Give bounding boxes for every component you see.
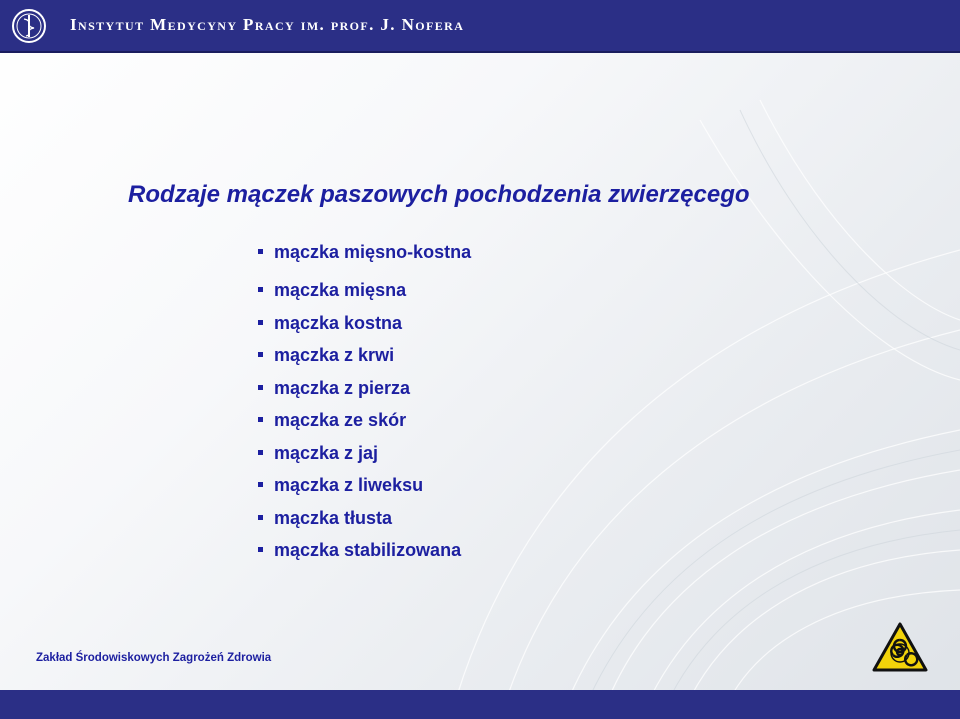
bullet-icon bbox=[258, 547, 263, 552]
bullet-icon bbox=[258, 515, 263, 520]
institute-name: Instytut Medycyny Pracy im. prof. J. Nofera bbox=[70, 15, 465, 34]
list-item-label: mączka z pierza bbox=[274, 377, 411, 398]
list-item-label: mączka mięsno-kostna bbox=[274, 242, 472, 262]
list-item-label: mączka mięsna bbox=[274, 280, 407, 300]
bullet-icon bbox=[258, 450, 263, 455]
bullet-icon bbox=[258, 385, 263, 390]
list-item bbox=[258, 539, 471, 572]
biohazard-icon bbox=[872, 622, 928, 672]
slide-title: Rodzaje mączek paszowych pochodzenia zwierzęcego bbox=[128, 181, 750, 208]
bullet-icon bbox=[258, 249, 263, 254]
list-item bbox=[258, 241, 471, 279]
list-item bbox=[258, 312, 471, 345]
list-item-label: mączka ze skór bbox=[274, 410, 407, 430]
list-item-label: mączka tłusta bbox=[274, 507, 393, 528]
bullet-icon bbox=[258, 417, 263, 422]
list-item bbox=[258, 474, 471, 507]
institute-logo-icon bbox=[10, 7, 48, 45]
list-item bbox=[258, 377, 471, 410]
list-item bbox=[258, 442, 471, 475]
list-item bbox=[258, 409, 471, 442]
footer-bar bbox=[0, 690, 960, 719]
list-item-label: mączka z jaj bbox=[274, 442, 379, 463]
list-item-label: mączka kostna bbox=[274, 312, 403, 333]
list-item bbox=[258, 507, 471, 540]
bullet-icon bbox=[258, 320, 263, 325]
bullet-icon bbox=[258, 482, 263, 487]
bullet-icon bbox=[258, 352, 263, 357]
department-name: Zakład Środowiskowych Zagrożeń Zdrowia bbox=[36, 652, 272, 664]
list-item-label: mączka z liweksu bbox=[274, 475, 424, 495]
bullet-icon bbox=[258, 287, 263, 292]
list-item bbox=[258, 279, 471, 312]
list-item bbox=[258, 344, 471, 377]
list-item-label: mączka stabilizowana bbox=[274, 540, 462, 560]
header-bar bbox=[0, 0, 960, 53]
list-item-label: mączka z krwi bbox=[274, 345, 395, 365]
feed-types-list bbox=[258, 241, 471, 572]
